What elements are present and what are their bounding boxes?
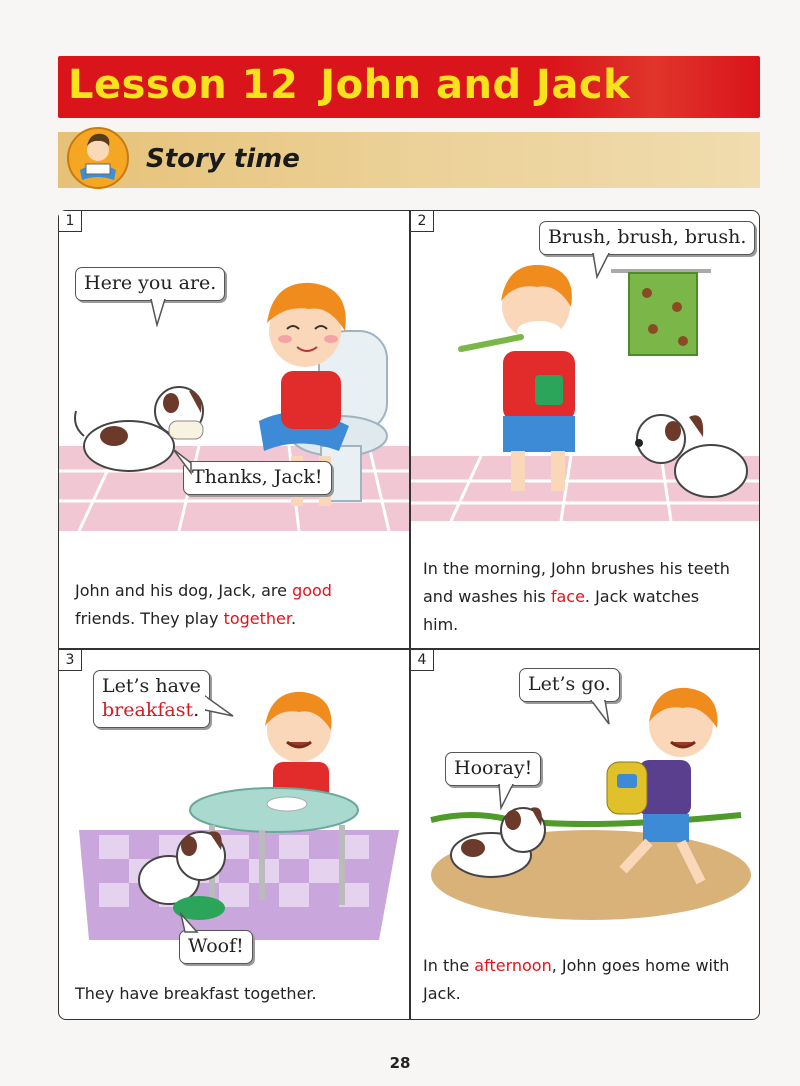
section-heading: Story time — [146, 144, 300, 174]
lesson-name: John and Jack — [320, 62, 631, 108]
page-number: 28 — [389, 1054, 411, 1072]
vocab-word-afternoon: afternoon — [474, 956, 552, 975]
vocab-word-face: face — [550, 587, 585, 606]
vocab-word-together: together — [223, 609, 292, 628]
speech-tail — [149, 299, 169, 327]
speech-tail — [589, 700, 613, 726]
vocab-word-good: good — [292, 581, 332, 600]
story-panels — [58, 210, 760, 1020]
speech-bubble-hooray: Hooray! — [445, 752, 541, 786]
lesson-number: Lesson 12 — [68, 62, 299, 108]
vocab-word-breakfast: breakfast — [102, 698, 194, 721]
speech-tail — [177, 912, 201, 936]
panel-number: 4 — [411, 650, 434, 671]
speech-bubble-lets-go: Let’s go. — [519, 668, 620, 702]
lesson-title-bar — [58, 56, 760, 118]
speech-tail — [171, 447, 195, 475]
panel-caption: John and his dog, Jack, are good friends. They play together. — [75, 581, 332, 628]
speech-bubble-lets-have-breakfast: Let’s have breakfast. — [93, 670, 210, 728]
speech-tail — [591, 253, 613, 279]
reading-boy-icon — [64, 122, 132, 190]
brushing-teeth-illustration — [411, 251, 759, 541]
panel-caption: They have breakfast together. — [75, 984, 317, 1003]
panel-caption: In the afternoon, John goes home with Jack. — [423, 956, 730, 1003]
panel-number: 3 — [59, 650, 82, 671]
story-time-bar — [58, 132, 760, 188]
panel-number: 1 — [59, 211, 82, 232]
speech-bubble-thanks-jack: Thanks, Jack! — [183, 461, 332, 495]
panel-number: 2 — [411, 211, 434, 232]
story-panel-4 — [411, 650, 759, 1019]
speech-tail — [497, 784, 519, 810]
panel-caption: In the morning, John brushes his teeth and washes his face. Jack watches him. — [423, 559, 730, 634]
speech-bubble-brush: Brush, brush, brush. — [539, 221, 755, 255]
walking-home-illustration — [411, 670, 759, 930]
story-panel-1 — [59, 211, 409, 648]
speech-tail — [205, 690, 235, 720]
lesson-title — [68, 62, 630, 108]
story-panel-2 — [411, 211, 759, 648]
speech-bubble-woof: Woof! — [179, 930, 253, 964]
speech-bubble-here-you-are: Here you are. — [75, 267, 225, 301]
story-panel-3 — [59, 650, 409, 1019]
